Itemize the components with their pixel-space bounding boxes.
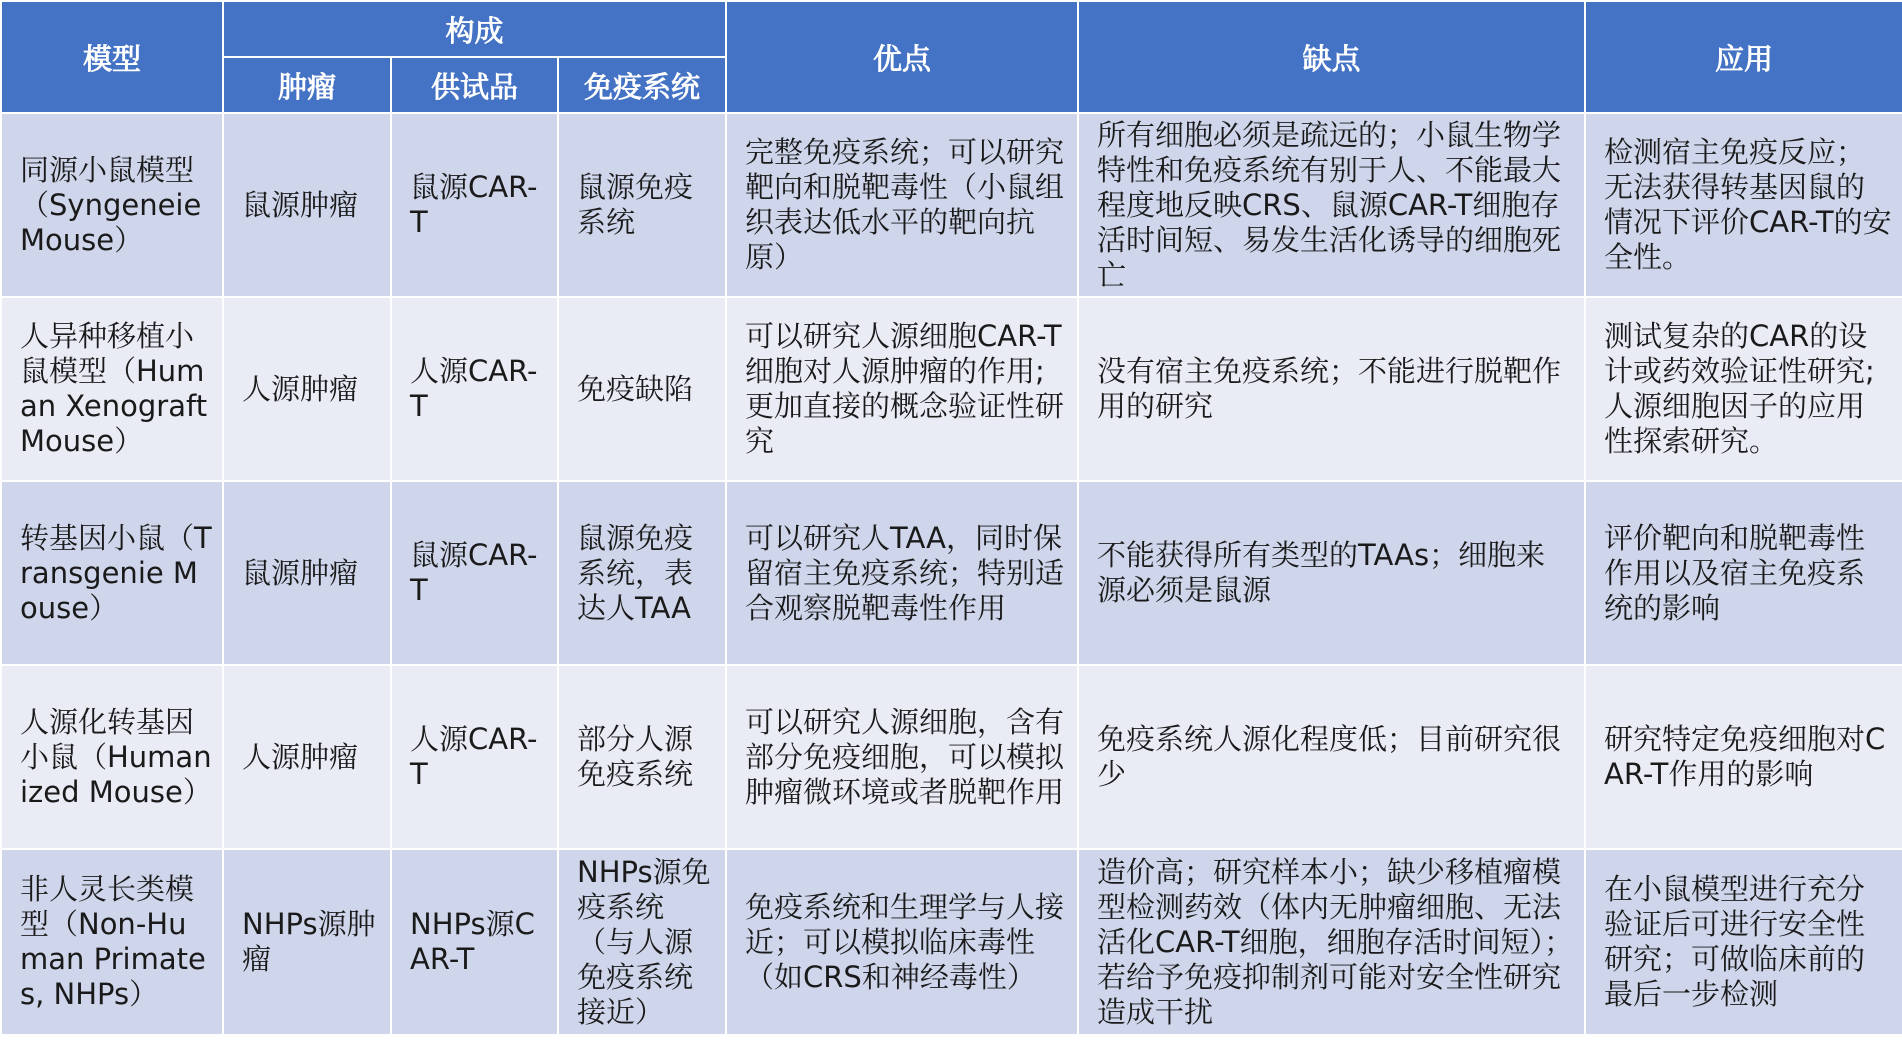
header-application: 应用 xyxy=(1585,1,1902,113)
cell-disadvantages: 不能获得所有类型的TAAs；细胞来源必须是鼠源 xyxy=(1078,481,1585,665)
cell-model: 同源小鼠模型（Syngeneie Mouse） xyxy=(1,113,223,297)
cell-application: 评价靶向和脱靶毒性作用以及宿主免疫系统的影响 xyxy=(1585,481,1902,665)
cell-test-article: 鼠源CAR-T xyxy=(391,113,558,297)
table-row xyxy=(1,849,1902,1035)
cell-disadvantages: 所有细胞必须是疏远的；小鼠生物学特性和免疫系统有别于人、不能最大程度地反映CRS、鼠源CAR-T细胞存活时间短、易发生活化诱导的细胞死亡 xyxy=(1078,113,1585,297)
header-test-article: 供试品 xyxy=(391,57,558,113)
cell-advantages: 可以研究人源细胞，含有部分免疫细胞，可以模拟肿瘤微环境或者脱靶作用 xyxy=(726,665,1078,849)
cell-application: 在小鼠模型进行充分验证后可进行安全性研究；可做临床前的最后一步检测 xyxy=(1585,849,1902,1035)
header-advantages: 优点 xyxy=(726,1,1078,113)
cell-model: 人源化转基因小鼠（Humanized Mouse） xyxy=(1,665,223,849)
cell-application: 检测宿主免疫反应；无法获得转基因鼠的情况下评价CAR-T的安全性。 xyxy=(1585,113,1902,297)
cell-model: 人异种移植小鼠模型（Human Xenograft Mouse） xyxy=(1,297,223,481)
cell-test-article: 人源CAR-T xyxy=(391,297,558,481)
header-immune-system: 免疫系统 xyxy=(558,57,726,113)
cell-application: 测试复杂的CAR的设计或药效验证性研究;人源细胞因子的应用性探索研究。 xyxy=(1585,297,1902,481)
cell-advantages: 可以研究人TAA，同时保留宿主免疫系统；特别适合观察脱靶毒性作用 xyxy=(726,481,1078,665)
cell-tumor: 鼠源肿瘤 xyxy=(223,113,391,297)
cell-disadvantages: 免疫系统人源化程度低；目前研究很少 xyxy=(1078,665,1585,849)
header-composition: 构成 xyxy=(223,1,726,57)
cell-tumor: 人源肿瘤 xyxy=(223,297,391,481)
cell-immune-system: 部分人源免疫系统 xyxy=(558,665,726,849)
cell-test-article: 人源CAR-T xyxy=(391,665,558,849)
table-row xyxy=(1,113,1902,297)
cell-immune-system: 免疫缺陷 xyxy=(558,297,726,481)
cell-tumor: 人源肿瘤 xyxy=(223,665,391,849)
table-row xyxy=(1,297,1902,481)
cell-test-article: 鼠源CAR-T xyxy=(391,481,558,665)
cell-immune-system: 鼠源免疫系统，表达人TAA xyxy=(558,481,726,665)
cell-application: 研究特定免疫细胞对CAR-T作用的影响 xyxy=(1585,665,1902,849)
header-disadvantages: 缺点 xyxy=(1078,1,1585,113)
table-row xyxy=(1,665,1902,849)
cell-disadvantages: 没有宿主免疫系统；不能进行脱靶作用的研究 xyxy=(1078,297,1585,481)
cell-model: 非人灵长类模型（Non-Human Primates, NHPs） xyxy=(1,849,223,1035)
cell-tumor: NHPs源肿瘤 xyxy=(223,849,391,1035)
cell-immune-system: NHPs源免疫系统（与人源免疫系统接近） xyxy=(558,849,726,1035)
cell-model: 转基因小鼠（Transgenie Mouse） xyxy=(1,481,223,665)
cell-advantages: 完整免疫系统；可以研究靶向和脱靶毒性（小鼠组织表达低水平的靶向抗原） xyxy=(726,113,1078,297)
cell-advantages: 可以研究人源细胞CAR-T细胞对人源肿瘤的作用;更加直接的概念验证性研究 xyxy=(726,297,1078,481)
header-tumor: 肿瘤 xyxy=(223,57,391,113)
cell-immune-system: 鼠源免疫系统 xyxy=(558,113,726,297)
cell-test-article: NHPs源CAR-T xyxy=(391,849,558,1035)
cell-tumor: 鼠源肿瘤 xyxy=(223,481,391,665)
table-row xyxy=(1,481,1902,665)
cell-disadvantages: 造价高；研究样本小；缺少移植瘤模型检测药效（体内无肿瘤细胞、无法活化CAR-T细胞，细胞存活时间短）；若给予免疫抑制剂可能对安全性研究造成干扰 xyxy=(1078,849,1585,1035)
header-model: 模型 xyxy=(1,1,223,113)
cell-advantages: 免疫系统和生理学与人接近；可以模拟临床毒性（如CRS和神经毒性） xyxy=(726,849,1078,1035)
